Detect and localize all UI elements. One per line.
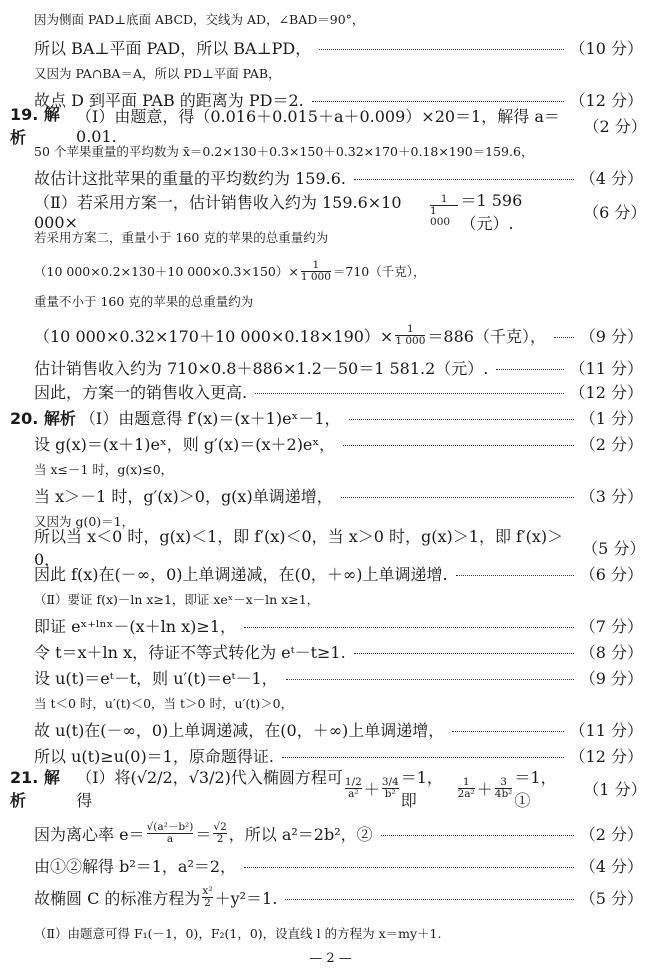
- fraction: [395, 324, 425, 347]
- line-text: ＋y²＝1.: [214, 888, 278, 908]
- text-line: [34, 854, 643, 876]
- numerator: x²: [202, 884, 213, 897]
- score-label: （2 分）: [579, 824, 643, 844]
- line-text: （Ⅱ）由题意可得 F₁(－1，0)，F₂(1，0)，设直线 l 的方程为 x＝my＋1.: [34, 926, 442, 941]
- line-text: ＝1，①: [514, 768, 557, 810]
- text-line: [34, 380, 643, 402]
- line-text: 所以 BA⊥平面 PAD，所以 BA⊥PD，: [34, 38, 312, 58]
- line-text: 又因为 PA∩BA＝A，所以 PD⊥平面 PAB，: [34, 66, 281, 81]
- score-label: （8 分）: [579, 642, 643, 662]
- score-label: （9 分）: [579, 326, 643, 346]
- fraction: [202, 886, 212, 909]
- line-text: ，所以 a²＝2b²，②: [228, 824, 373, 844]
- line-text: 故 u(t)在(－∞，0)上单调递减，在(0，＋∞)上单调递增，: [34, 720, 445, 740]
- fraction: [430, 194, 458, 228]
- dot-leader: [286, 671, 574, 680]
- score-label: （6 分）: [583, 202, 647, 222]
- denominator: a: [166, 832, 174, 845]
- line-text: ＝710（千克），: [332, 264, 426, 279]
- line-text: 所以 u(t)≥u(0)＝1，原命题得证.: [34, 746, 274, 766]
- plus-sign: ＋: [363, 779, 380, 799]
- score-label: （6 分）: [579, 564, 643, 584]
- score-label: （1 分）: [579, 408, 643, 428]
- line-text: （Ⅰ）将(√2/2，√3/2)代入椭圆方程可得: [76, 768, 343, 810]
- score-label: （5 分）: [579, 888, 643, 908]
- line-text: 因此 f(x)在(－∞，0)上单调递减，在(0，＋∞)上单调递增.: [34, 564, 448, 584]
- line-text: 又因为 g(0)＝1，: [34, 514, 135, 529]
- denominator: 2: [204, 896, 211, 909]
- plus-sign: ＋: [476, 779, 493, 799]
- score-label: （10 分）: [569, 38, 643, 58]
- text-line: [34, 356, 643, 378]
- text-line: [34, 320, 643, 350]
- numerator: 1: [440, 193, 448, 205]
- problem-number: 19. 解析: [10, 105, 60, 147]
- denominator: 4b²: [494, 787, 513, 800]
- text-line: [34, 8, 364, 30]
- line-text: ＝1 596（元）.: [460, 191, 523, 233]
- line-text: 即证 eˣ⁺ˡⁿˣ－(x＋ln x)≥1，: [34, 616, 236, 636]
- problem-number: 21. 解析: [10, 768, 60, 810]
- line-text: 当 t＜0 时，u′(t)＜0，当 t＞0 时，u′(t)＞0，: [34, 696, 294, 711]
- text-line: [34, 588, 319, 610]
- dot-leader: [319, 41, 563, 50]
- numerator: 1: [312, 258, 320, 271]
- text-line: [34, 882, 643, 912]
- fraction: [382, 777, 399, 800]
- dot-leader: [354, 645, 574, 654]
- dot-leader: [452, 723, 563, 732]
- line-text: 设 u(t)＝eᵗ－t，则 u′(t)＝eᵗ－1，: [34, 668, 278, 688]
- text-line: [34, 140, 533, 162]
- line-text: （Ⅰ）由题意，得（0.016＋0.015＋a＋0.009）×20＝1，解得 a＝0.01.: [76, 107, 560, 146]
- score-label: （1 分）: [583, 779, 647, 799]
- text-line: [34, 62, 281, 84]
- score-label: （2 分）: [583, 116, 647, 136]
- dot-leader: [285, 891, 573, 900]
- denominator: b²: [384, 787, 396, 800]
- text-line: [34, 666, 643, 688]
- text-line: [10, 406, 643, 428]
- score-label: （12 分）: [569, 746, 643, 766]
- text-line: [34, 191, 647, 233]
- line-text: 所以当 x＜0 时，g(x)＜1，即 f′(x)＜0，当 x＞0 时，g(x)＞1，即 f′(x)＞0，: [34, 527, 564, 569]
- dot-leader: [343, 437, 574, 446]
- text-line: [34, 290, 253, 312]
- score-label: （9 分）: [579, 668, 643, 688]
- fraction: [458, 777, 475, 800]
- page-number: — 2 —: [309, 951, 352, 966]
- score-label: （12 分）: [569, 90, 643, 110]
- score-label: （11 分）: [569, 720, 643, 740]
- text-line: [10, 768, 647, 810]
- line-text: （10 000×0.2×130＋10 000×0.3×150）×: [34, 264, 299, 279]
- score-label: （4 分）: [579, 168, 643, 188]
- text-line: [34, 562, 643, 584]
- dot-leader: [255, 385, 563, 394]
- numerator: √(a²－b²): [146, 820, 194, 833]
- denominator: 1 000: [300, 270, 331, 283]
- line-text: 因为离心率 e＝: [34, 824, 145, 844]
- line-text: ＝: [195, 824, 212, 844]
- fraction: [301, 260, 331, 283]
- denominator: 1 000: [430, 205, 451, 228]
- denominator: 2a²: [457, 787, 475, 800]
- line-text: 设 g(x)＝(x＋1)eˣ，则 g′(x)＝(x＋2)eˣ，: [34, 434, 336, 454]
- text-line: [34, 458, 173, 480]
- denominator: a²: [348, 787, 359, 800]
- line-text: 重量不小于 160 克的苹果的总重量约为: [34, 294, 254, 309]
- dot-leader: [244, 859, 574, 868]
- text-line: [34, 432, 643, 454]
- text-line: [34, 166, 643, 188]
- numerator: √2: [213, 820, 227, 833]
- score-label: （5 分）: [582, 538, 646, 558]
- fraction: [345, 777, 362, 800]
- score-label: （2 分）: [579, 434, 643, 454]
- text-line: [34, 527, 646, 569]
- line-text: 故点 D 到平面 PAB 的距离为 PD＝2.: [34, 90, 304, 110]
- line-text: 当 x≤－1 时，g(x)≤0，: [34, 462, 174, 477]
- line-text: （Ⅱ）若采用方案一，估计销售收入约为 159.6×10 000×: [34, 193, 402, 232]
- text-line: [34, 484, 643, 506]
- text-line: [34, 718, 643, 740]
- line-text: 故椭圆 C 的标准方程为: [34, 888, 201, 908]
- line-text: 令 t＝x＋ln x，待证不等式转化为 eᵗ－t≥1.: [34, 642, 346, 662]
- text-line: [34, 692, 293, 714]
- text-line: [34, 744, 643, 766]
- text-line: [10, 105, 647, 147]
- numerator: 1/2: [344, 775, 362, 788]
- score-label: （11 分）: [569, 358, 643, 378]
- line-text: （Ⅱ）要证 f(x)－ln x≥1，即证 xeˣ－x－ln x≥1，: [34, 592, 320, 607]
- dot-leader: [282, 749, 564, 758]
- dot-leader: [341, 489, 574, 498]
- dot-leader: [244, 619, 574, 628]
- line-text: （Ⅰ）由题意得 f′(x)＝(x＋1)eˣ－1，: [79, 408, 341, 428]
- line-text: ＝886（千克），: [427, 326, 546, 346]
- numerator: 3: [500, 775, 507, 788]
- problem-number: 20. 解析: [10, 408, 76, 428]
- line-text: 因此，方案一的销售收入更高.: [34, 382, 248, 402]
- line-text: 由①②解得 b²＝1，a²＝2，: [34, 856, 237, 876]
- dot-leader: [381, 827, 574, 836]
- dot-leader: [354, 171, 574, 180]
- numerator: 1: [462, 775, 470, 788]
- line-text: ＝1，即: [400, 768, 443, 810]
- score-label: （7 分）: [579, 616, 643, 636]
- fraction: [147, 822, 194, 845]
- line-text: 当 x＞－1 时，g′(x)＞0，g(x)单调递增，: [34, 486, 333, 506]
- text-line: [34, 818, 643, 848]
- dot-leader: [496, 361, 563, 370]
- score-label: （3 分）: [579, 486, 643, 506]
- dot-leader: [312, 93, 564, 102]
- text-line: [34, 614, 643, 636]
- fraction: [213, 822, 226, 845]
- line-text: 50 个苹果重量的平均数为 x̄＝0.2×130＋0.3×150＋0.32×170＋0.18×190＝159.6，: [34, 144, 534, 159]
- numerator: 1: [407, 322, 414, 335]
- line-text: 估计销售收入约为 710×0.8＋886×1.2－50＝1 581.2（元）.: [34, 358, 489, 378]
- line-text: 故估计这批苹果的重量的平均数约为 159.6.: [34, 168, 346, 188]
- dot-leader: [554, 329, 574, 338]
- dot-leader: [349, 411, 574, 420]
- text-line: [34, 226, 328, 248]
- fraction: [495, 777, 513, 800]
- text-line: [34, 640, 643, 662]
- line-text: （10 000×0.32×170＋10 000×0.18×190）×: [34, 326, 394, 346]
- denominator: 2: [216, 832, 224, 845]
- numerator: 3/4: [381, 775, 399, 788]
- score-label: （12 分）: [569, 382, 643, 402]
- text-line: [34, 922, 441, 944]
- dot-leader: [456, 567, 574, 576]
- line-text: 若采用方案二，重量小于 160 克的苹果的总重量约为: [34, 230, 329, 245]
- text-line: [34, 36, 643, 58]
- score-label: （4 分）: [579, 856, 643, 876]
- denominator: 1 000: [395, 334, 426, 347]
- line-text: 因为侧面 PAD⊥底面 ABCD，交线为 AD，∠BAD＝90°，: [34, 12, 365, 27]
- text-line: [34, 256, 426, 286]
